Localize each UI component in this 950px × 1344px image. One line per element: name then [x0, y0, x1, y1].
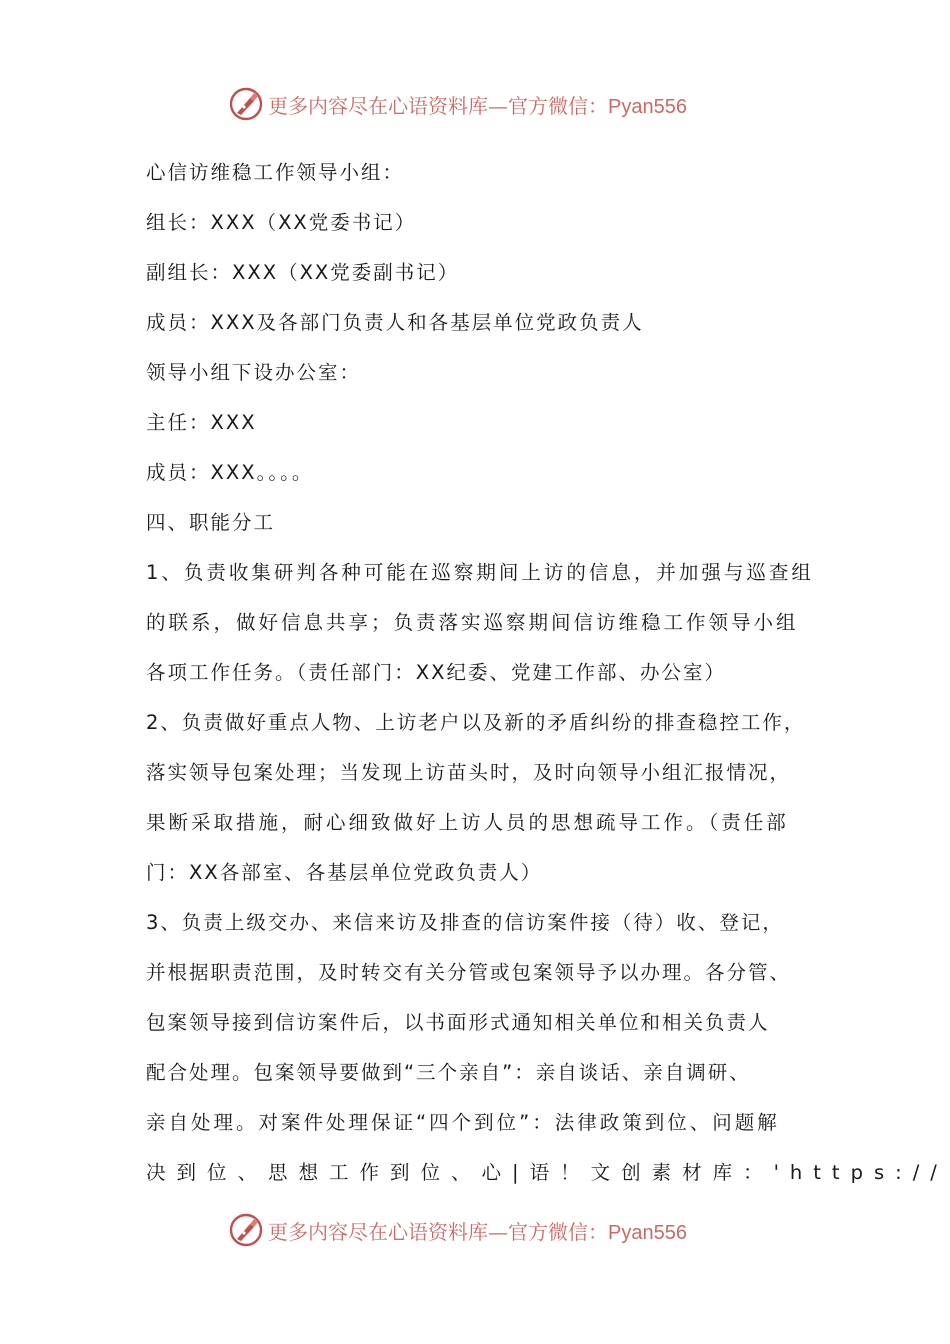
watermark-label: 更多内容尽在心语资料库—官方微信：	[268, 1219, 608, 1244]
watermark-banner-bottom	[228, 1210, 748, 1250]
wechat-id: Pyan556	[608, 95, 687, 118]
watermark-label: 更多内容尽在心语资料库—官方微信：	[268, 93, 608, 118]
document-body	[146, 148, 948, 1198]
paragraph-line: 1、负责收集研判各种可能在巡察期间上访的信息，并加强与巡查组	[146, 561, 814, 584]
paragraph-line: 成员：XXX。。。。	[146, 461, 314, 484]
watermark-text	[268, 90, 687, 119]
pen-nib-logo-icon	[228, 1212, 264, 1248]
paragraph-line: 落实领导包案处理；当发现上访苗头时，及时向领导小组汇报情况，	[146, 761, 792, 784]
paragraph-line: 2、负责做好重点人物、上访老户以及新的矛盾纠纷的排查稳控工作，	[146, 711, 806, 734]
paragraph-line: 的联系，做好信息共享；负责落实巡察期间信访维稳工作领导小组	[146, 611, 799, 634]
section-heading: 四、职能分工	[146, 511, 276, 534]
watermark-text	[268, 1216, 687, 1245]
paragraph-line: 副组长：XXX（XX党委副书记）	[146, 261, 460, 284]
paragraph-line: 决到位、思想工作到位、心|语！文创素材库：'https://	[146, 1161, 948, 1184]
paragraph-line: 配合处理。包案领导要做到“三个亲自”：亲自谈话、亲自调研、	[146, 1061, 751, 1084]
paragraph-line: 并根据职责范围，及时转交有关分管或包案领导予以办理。各分管、	[146, 961, 792, 984]
paragraph-line: 门：XX各部室、各基层单位党政负责人）	[146, 861, 543, 884]
paragraph-line: 成员：XXX及各部门负责人和各基层单位党政负责人	[146, 311, 644, 334]
paragraph-line: 各项工作任务。（责任部门：XX纪委、党建工作部、办公室）	[146, 661, 726, 684]
pen-nib-logo-icon	[228, 86, 264, 122]
paragraph-line: 3、负责上级交办、来信来访及排查的信访案件接（待）收、登记，	[146, 911, 784, 934]
paragraph-line: 组长：XXX（XX党委书记）	[146, 211, 417, 234]
paragraph-line: 包案领导接到信访案件后，以书面形式通知相关单位和相关负责人	[146, 1011, 770, 1034]
paragraph-line: 亲自处理。对案件处理保证“四个到位”：法律政策到位、问题解	[146, 1111, 780, 1134]
paragraph-line: 果断采取措施，耐心细致做好上访人员的思想疏导工作。（责任部	[146, 811, 789, 834]
wechat-id: Pyan556	[608, 1221, 687, 1244]
paragraph-line: 心信访维稳工作领导小组：	[146, 161, 405, 184]
watermark-banner-top	[228, 84, 748, 124]
paragraph-line: 领导小组下设办公室：	[146, 361, 362, 384]
paragraph-line: 主任：XXX	[146, 411, 257, 434]
